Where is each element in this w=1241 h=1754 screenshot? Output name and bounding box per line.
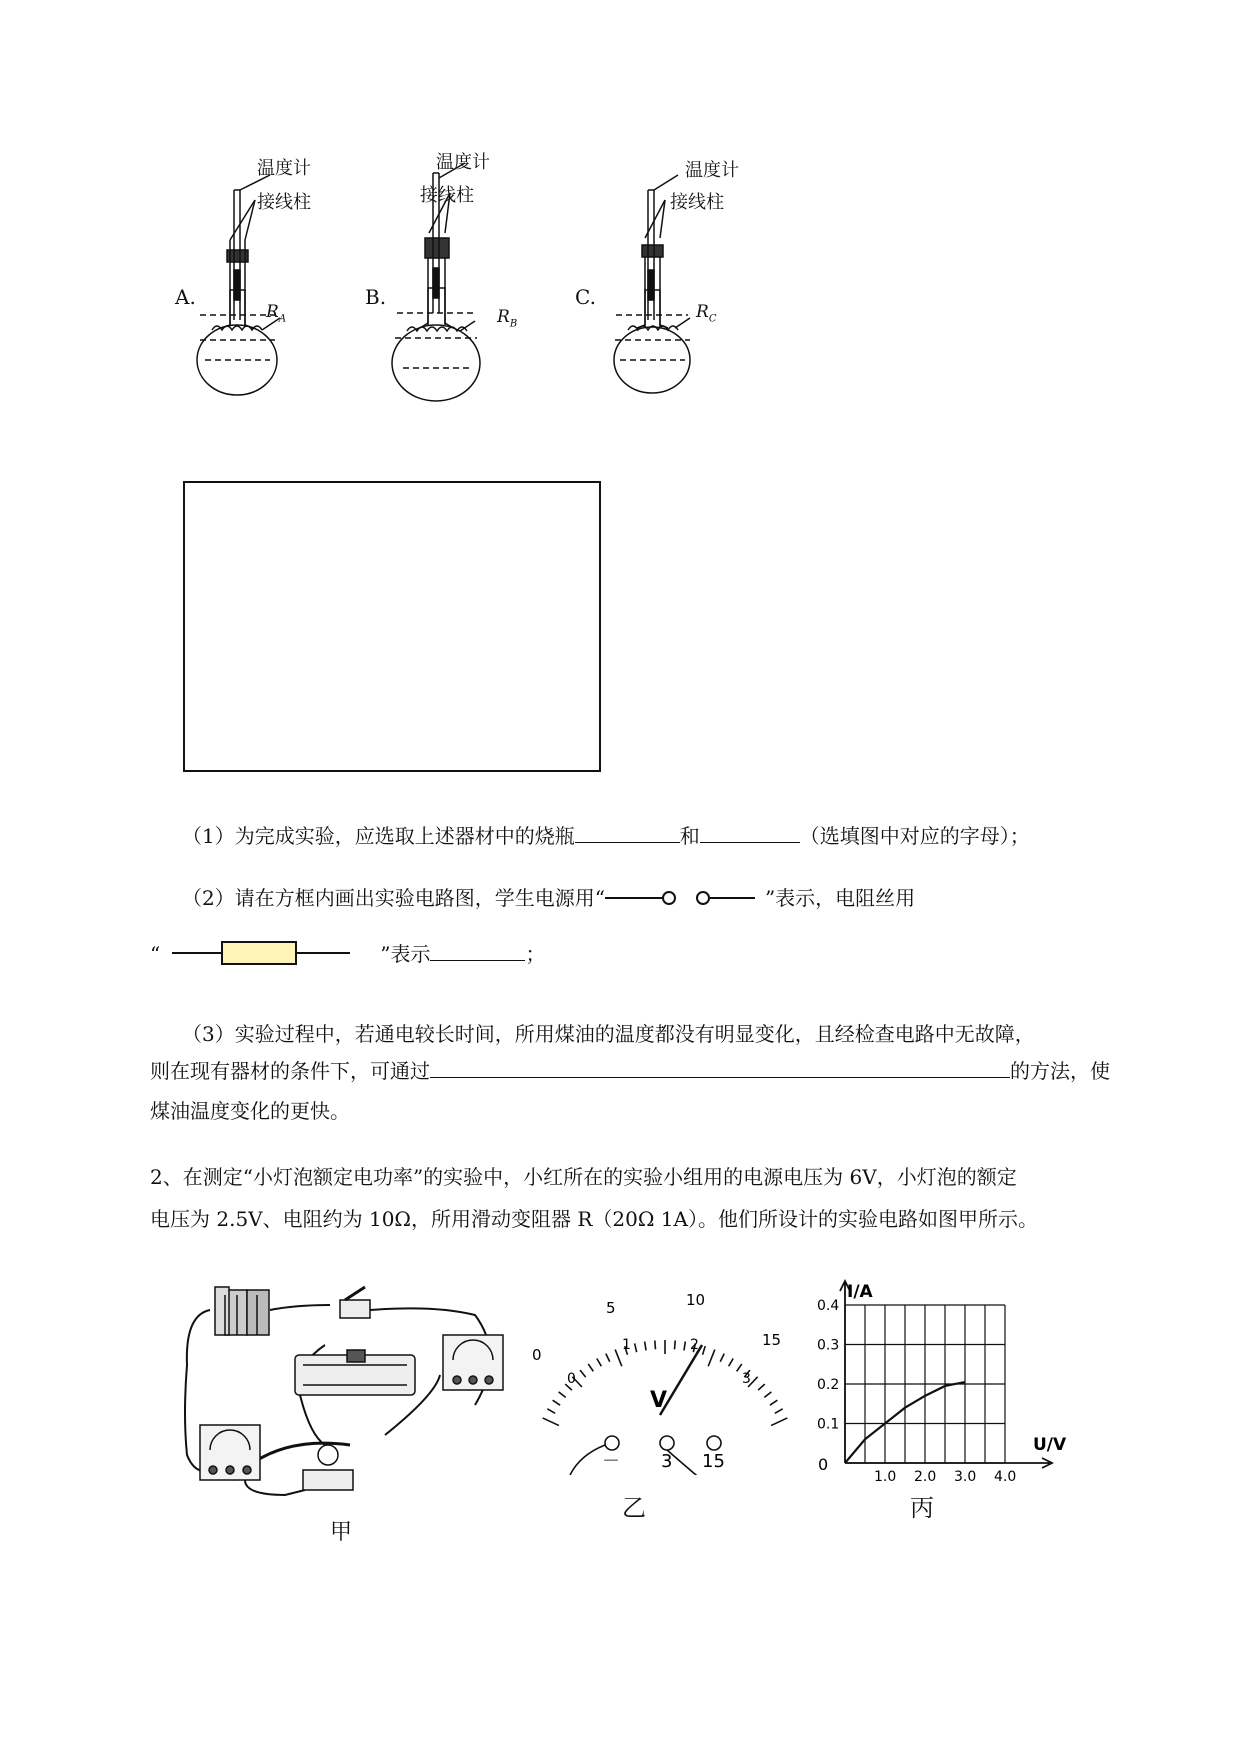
binding-post-label-b: 接线柱 — [420, 185, 474, 206]
resistor-label-a: $R_A$ — [266, 302, 287, 325]
option-label-a: A. — [175, 285, 196, 309]
voltmeter-inner-label-2: 2 — [690, 1337, 699, 1353]
question1-item2-line2: “ ”表示 ； — [150, 938, 545, 968]
voltmeter-outer-label-15: 15 — [762, 1331, 782, 1349]
voltmeter-tick — [615, 1350, 622, 1367]
voltmeter-tick — [655, 1340, 656, 1349]
circuit-apparatus-figure — [175, 1285, 520, 1510]
voltmeter-tick — [675, 1340, 676, 1349]
chart-origin-label: 0 — [818, 1455, 829, 1474]
flask-figure-a — [150, 150, 350, 405]
question1-item3-line3: 煤油温度变化的更快。 — [150, 1099, 350, 1123]
voltmeter-tick — [553, 1400, 560, 1405]
figure-caption-bing: 丙 — [910, 1494, 934, 1522]
option-label-c: C. — [575, 285, 596, 309]
voltmeter-tick — [597, 1358, 602, 1366]
figure-caption-jia: 甲 — [330, 1520, 353, 1545]
flask-a-drawing — [150, 150, 350, 405]
binding-post-label-c: 接线柱 — [670, 192, 724, 213]
chart-x-axis — [845, 1458, 1052, 1468]
question1-item2-line1: （2）请在方框内画出实验电路图，学生电源用“ ”表示，电阻丝用 — [182, 886, 916, 910]
voltmeter-inner-label-1: 1 — [622, 1337, 631, 1353]
voltmeter-terminal-3: 3 — [661, 1451, 673, 1472]
answer-blank-4[interactable] — [430, 1055, 1010, 1078]
chart-y-tick-label: 0.1 — [817, 1416, 840, 1433]
question1-item1: （1）为完成实验，应选取上述器材中的烧瓶 和 （选填图中对应的字母）； — [182, 820, 1030, 850]
flask-figure-b — [325, 143, 535, 405]
voltmeter-tick — [758, 1384, 765, 1390]
question2-line1: 2、在测定“小灯泡额定电功率”的实验中，小红所在的实验小组用的电源电压为 6V，小灯泡的额定 — [150, 1165, 1017, 1189]
voltmeter-tick — [645, 1342, 646, 1351]
resistor-label-b: $R_B$ — [497, 307, 518, 330]
voltmeter-tick — [764, 1392, 771, 1398]
voltmeter-tick — [588, 1364, 593, 1371]
thermometer-label-b: 温度计 — [436, 152, 490, 173]
voltmeter-inner-label-0: 0 — [567, 1371, 576, 1387]
voltmeter-tick — [543, 1418, 559, 1426]
flask-figure-c — [560, 150, 770, 405]
voltmeter-terminal-negative: － — [602, 1451, 620, 1472]
circuit-drawing-box[interactable] — [183, 481, 601, 772]
thermometer-label-c: 温度计 — [685, 160, 739, 181]
answer-blank-2[interactable] — [700, 820, 800, 843]
option-label-b: B. — [365, 285, 387, 309]
voltmeter-tick — [729, 1358, 734, 1366]
resistor-label-c: $R_C$ — [696, 302, 717, 325]
voltmeter-outer-label-0: 0 — [532, 1346, 542, 1364]
chart-x-tick-label: 2.0 — [914, 1469, 937, 1485]
chart-x-tick-label: 1.0 — [874, 1469, 897, 1485]
voltmeter-tick — [635, 1343, 637, 1352]
chart-y-axis-label: I/A — [847, 1282, 873, 1302]
voltmeter-tick — [547, 1409, 555, 1413]
voltmeter-outer-label-5: 5 — [606, 1299, 616, 1317]
chart-y-tick-label: 0.4 — [817, 1298, 840, 1314]
voltmeter-tick — [580, 1370, 586, 1377]
question1-item3-line2: 则在现有器材的条件下，可通过 的方法，使 — [150, 1055, 1110, 1085]
voltmeter-tick — [720, 1354, 724, 1362]
question1-item3-line1: （3）实验过程中，若通电较长时间，所用煤油的温度都没有明显变化，且经检查电路中无故障， — [182, 1022, 1035, 1046]
voltmeter-tick — [606, 1354, 610, 1362]
iu-chart — [815, 1275, 1075, 1485]
voltmeter-symbol: V — [650, 1388, 668, 1413]
voltmeter-outer-label-10: 10 — [686, 1291, 706, 1309]
chart-x-axis-label: U/V — [1033, 1435, 1067, 1455]
voltmeter-tick — [775, 1409, 783, 1413]
figure-caption-yi: 乙 — [622, 1494, 646, 1522]
chart-y-tick-label: 0.2 — [817, 1377, 840, 1393]
voltmeter-tick — [559, 1392, 566, 1398]
chart-y-tick-label: 0.3 — [817, 1337, 840, 1354]
voltmeter-tick — [771, 1418, 787, 1426]
voltmeter-terminal-15: 15 — [702, 1451, 725, 1472]
flask-c-drawing — [560, 150, 770, 405]
answer-blank-3[interactable] — [430, 938, 525, 961]
voltmeter-figure — [530, 1285, 800, 1475]
resistor-symbol — [172, 939, 362, 967]
voltmeter-tick — [703, 1346, 706, 1355]
chart-x-tick-label: 3.0 — [954, 1469, 977, 1485]
voltmeter-inner-label-3: 3 — [742, 1371, 751, 1387]
power-source-symbol — [605, 888, 755, 908]
thermometer-label-a: 温度计 — [257, 158, 311, 179]
voltmeter-tick — [770, 1400, 777, 1405]
answer-blank-1[interactable] — [575, 820, 680, 843]
binding-post-label-a: 接线柱 — [257, 192, 311, 213]
voltmeter-tick — [708, 1350, 715, 1367]
voltmeter-tick — [684, 1342, 685, 1351]
question2-line2: 电压为 2.5V、电阻约为 10Ω，所用滑动变阻器 R（20Ω 1A）。他们所设计的实验电路如图甲所示。 — [150, 1207, 1038, 1231]
chart-x-tick-label: 4.0 — [994, 1469, 1017, 1485]
chart-y-axis — [840, 1281, 850, 1463]
